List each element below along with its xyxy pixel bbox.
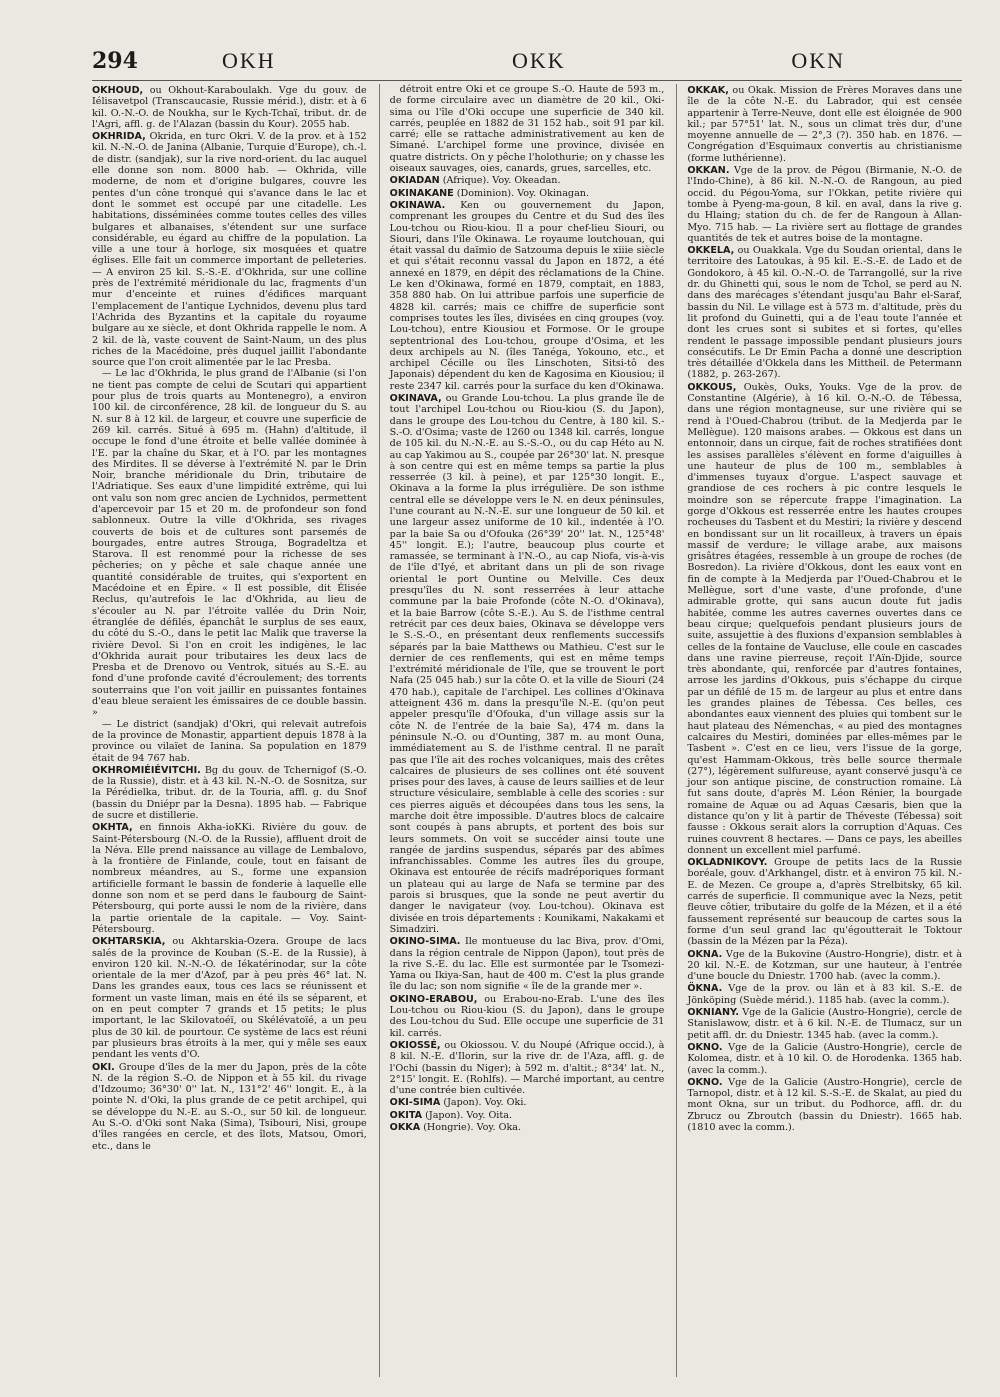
entry-text: Vge de la Galicie (Austro-Hongrie), cercle de Kolomea, distr. et à 10 kil. O. de Horodenka. 1365 hab. (avec la comm.). (687, 1041, 963, 1076)
entry-text: ou Ouakkala. Vge du Soudan oriental, dans le territoire des Latoukas, à 95 kil. E.-S.-E. de Lado et de Gondokoro, à 45 kil. O.-N.-O. de Tarrangollé, sur la rive dr. du Ghinetti qui, sous le nom de Tchol, se perd au N. dans des marécages s'étendant jusqu'au Bahr el-Saraf, bassin du Nil. Le village est à 573 m. d'altitude, près du lit profond du Guinetti, qui a de l'eau toute l'année et dont les crues sont si subites et si fortes, qu'elles rendent le passage impossible pendant plusieurs jours consécutifs. Le Dr Emin Pacha a donné une description très détaillée d'Okkela dans les Mittheil. de Petermann (1882, p. 263-267). (687, 245, 963, 381)
dictionary-entry (390, 175, 665, 186)
dictionary-entry (92, 368, 367, 718)
column-center (379, 84, 665, 1377)
dictionary-entry (92, 822, 367, 935)
entry-text: ou Erabou-no-Erab. L'une des îles Lou-tchou ou Riou-kiou (S. du Japon), dans le groupe des Lou-tchou du Sud. Elle occupe une superficie de 31 kil. carrés. (389, 993, 665, 1039)
dictionary-entry (687, 1042, 962, 1076)
dictionary-entry (390, 994, 665, 1039)
dictionary-entry (390, 188, 665, 199)
dictionary-entry (92, 765, 367, 821)
entry-headword: OKNIANY. (687, 1007, 739, 1019)
dictionary-entry (92, 85, 367, 130)
entry-headword: OKHTARSKIA, (92, 936, 166, 948)
entry-text: ou Akhtarskia-Ozera. Groupe de lacs salés de la province de Kouban (S.-E. de la Russie), à environ 120 kil. N.-N.-O. de Iékatérinodar, sur la côte orientale de la mer d'Azof, par à peu près 46° lat. N. Dans les grandes eaux, tous ces lacs se réunissent et forment un vaste liman, mais en été ils se séparent, et on en peut compter 7 grands et 15 petits; le plus important, le lac Skilovatoéï, ou Skélévatoïé, a un peu plus de 30 kil. de pourtour. Ce système de lacs est réuni par plusieurs bras étroits à la mer, qui y mêle ses eaux pendant les vents d'O. (92, 936, 367, 1061)
dictionary-entry (390, 200, 665, 392)
entry-text: Ken ou gouvernement du Japon, comprenant les groupes du Centre et du Sud des îles Lou-tchou ou Riou-kiou. Il a pour chef-lieu Siouri, ou Siouri, dans l'île Okinawa. Le royaume loutchouan, qui était vassal du daïmio de Satzouma depuis le xiiie siècle et qui s'était reconnu vassal du Japon en 1872, a été annexé en 1879, en dépit des réclamations de la Chine. Le ken d'Okinawa, formé en 1879, comptait, en 1883, 358 880 hab. On lui attribue parfois une superficie de 4828 kil. carrés; mais ce chiffre de superficie sont comprises toutes les îles, divisées en cinq groupes (voy. Lou-tchou), entre Kiousiou et Formose. Or le groupe septentrional des Lou-tchou, groupe d'Osima, et les deux archipels au N. (îles Tanéga, Yokouno, etc., et archipel Cécille ou îles Linschoten, Sitsi-tô des Japonais) dépendent du ken de Kagosima en Kiousiou; il reste 2347 kil. carrés pour la surface du ken d'Okinawa. (389, 199, 665, 392)
entry-text: Vge de la Galicie (Austro-Hongrie), cercle de Tarnopol, distr. et à 12 kil. S.-S.-E. de Skalat, au pied du mont Okna, sur un tribut. du Podhorce, affl. dr. du Zbrucz ou Zbroutch (bassin du Dniestr). 1665 hab. (1810 avec la comm.). (687, 1076, 963, 1134)
entry-text: Groupe d'îles de la mer du Japon, près de la côte N. de la région S.-O. de Nippon et à 55 kil. du rivage d'Idzoumo; 36°30' 0'' lat. N., 131°2' 46'' longit. E., à la pointe N. d'Oki, la plus grande de ce petit archipel, qui se développe du N.-E. au S.-O., sur 50 kil. de longueur. Au S.-O. d'Oki sont Naka (Sima), Tsibouri, Nisi, groupe d'îles rangées en cercle, et des îlots, Matsou, Omori, etc., dans le (92, 1061, 367, 1152)
entry-text: ou Okiossou. V. du Noupé (Afrique occid.), à 8 kil. N.-E. d'Ilorin, sur la rive dr. de l'Aza, affl. g. de l'Ochi (bassin du Niger); à 592 m. d'altit.; 8°34' lat. N., 2°15' longit. E. (Rohlfs). — Marché important, au centre d'une contrée bien cultivée. (389, 1039, 665, 1097)
entry-headword: OKINAWA. (389, 199, 446, 211)
entry-text: Vge de la Galicie (Austro-Hongrie), cercle de Stanislawow, distr. et à 6 kil. N.-E. de Tlumacz, sur un petit affl. dr. du Dniestr. 1345 hab. (avec la comm.). (687, 1007, 963, 1041)
entry-text: Groupe de petits lacs de la Russie boréale, gouv. d'Arkhangel, distr. et à environ 75 kil. N.-E. de Mezen. Ce groupe a, d'après Strelbitsky, 65 kil. carrés de superficie. Il communique avec la Nezs, petit fleuve côtier, tributaire du golfe de la Mézen, et il a été faussement représenté sur beaucoup de cartes sous la forme d'un seul grand lac qu'égoutterait le Toktour (bassin de la Mézen par la Péza). (687, 857, 963, 948)
entry-text: — Le lac d'Okhrida, le plus grand de l'Albanie (si l'on ne tient pas compte de celui de Scutari qui appartient pour plus de trois quarts au Montenegro), a environ 100 kil. de circonférence, 28 kil. de longueur du S. au N. sur 8 à 12 kil. de largeur, et couvre une superficie de 269 kil. carrés. Situé à 695 m. (Hahn) d'altitude, il occupe le fond d'une étroite et belle vallée dominée à l'E. par la chaîne du Skar, et à l'O. par les montagnes des Mirdites. Il se déverse à l'extrémité N. par le Drin Noir, branche méridionale du Drin, tributaire de l'Adriatique. Ses eaux d'une limpidité extrême, qui lui ont valu son nom grec ancien de Lychnidos, permettent d'apercevoir par 15 et 20 m. de profondeur son fond sablonneux. Outre la ville d'Okhrida, ses rivages couverts de bois et de cultures sont parsemés de bourgades, entre autres Strouga, Bogradeltza et Starova. Il est renommé pour la richesse de ses pêcheries; on y pêche et sale chaque année une quantité considérable de truites, qui s'exportent en Macédoine et en Épire. « Il est possible, dit Élisée Reclus, qu'autrefois le lac d'Okhrida, au lieu de s'écouler au N. par l'étroite vallée du Drin Noir, étranglée de défilés, épanchât le surplus de ses eaux, du côté du S.-O., dans le petit lac Malik que traverse la rivière Devol. Si l'on en croit les indigènes, le lac d'Okhrida aurait pour tributaires les deux lacs de Presba et de Drenovo ou Ventrok, situés au S.-E. au fond d'une profonde cavité d'écroulement; des torrents souterrains que l'on voit jaillir en puissantes fontaines d'eau bleue seraient les émissaires de ce double bassin. » (92, 368, 367, 719)
entry-text: Vge de la prov. de Pégou (Birmanie, N.-O. de l'Indo-Chine), à 86 kil. N.-N.-O. de Rangoun, au pied occid. du Pégou-Yoma, sur l'Okkan, petite rivière qui tombe à Pyeng-ma-goun, 8 kil. en aval, dans la rive g. du Hlaing; station du ch. de fer de Rangoun à Allan-Myo. 715 hab. — La rivière sert au flottage de grandes quantités de tek et autres boise de la montagne. (687, 165, 963, 244)
entry-headword: OKNA. (687, 948, 723, 960)
entry-headword: OKKAK, (687, 85, 729, 96)
entry-headword: OKINAKANE (389, 187, 454, 199)
dictionary-entry (687, 1007, 962, 1041)
running-headword-right: OKN (791, 48, 845, 73)
entry-headword: OKINO-SIMA. (389, 936, 461, 948)
entry-text: Oukès, Ouks, Youks. Vge de la prov. de Constantine (Algérie), à 16 kil. O.-N.-O. de Tébessa, dans une région montagneuse, sur une rivière qui se rend à l'Oued-Chabrou (tribut. de la Medjerda par le Mellègue). 120 maisons arabes. — Okkous est dans un entonnoir, dans un cirque, fait de roches stratifiées dont les assises parallèles s'élèvent en forme d'aiguilles à une hauteur de plus de 100 m., semblables à d'immenses tuyaux d'orgue. L'aspect sauvage et grandiose de ces rochers à pic contre lesquels le moindre son se répercute frappe l'imagination. La gorge d'Okkous est resserrée entre les hautes croupes rocheuses du Tasbent et du Mestiri; la rivière y descend en bondissant sur un lit rocailleux, à travers un épais massif de verdure; le village arabe, aux maisons grisâtres étagées, ressemble à un groupe de roches (de Bosredon). La rivière d'Okkous, dont les eaux vont en fin de compte à la Medjerda par l'Oued-Chabrou et le Mellègue, sort d'une vaste, d'une profonde, d'une admirable grotte, qui sans aucun doute fut jadis habitée, comme les autres cavernes ouvertes dans ce beau cirque; quelquefois pendant plusieurs jours de suite, assujettie à des fluxions d'expansion semblables à celles de la fontaine de Vaucluse, elle coule en cascades dans une ravine pierreuse, reçoit l'Aïn-Djide, source très abondante, qui, renforcée par d'autres fontaines, arrose les jardins d'Okkous, puis s'échappe du cirque par un défilé de 15 m. de largeur au plus et entre dans les grandes plaines de Tébessa. Ces belles, ces abondantes eaux viennent des pluies qui tombent sur le haut plateau des Némenchas, « au pied des montagnes calcaires du Mestiri, dominées par elles-mêmes par le Tasbent ». C'est en ce lieu, vers l'issue de la gorge, qu'est Hammam-Okkous, très belle source thermale (27°), légèrement sulfureuse, ayant conservé jusqu'à ce jour son antique piscine, de construction romaine. Là fut sans doute, d'après M. Léon Rénier, la bourgade romaine de Aquæ ou ad Aquas Cæsaris, bien que la distance qu'on y lit à partir de Théveste (Tébessa) soit fausse : Okkous serait alors la corruption d'Aquas. Ces ruines couvrent 8 hectares. — Dans ce pays, les abeilles donnent un excellent miel parfumé. (687, 381, 963, 856)
entry-headword: OKI. (92, 1061, 115, 1073)
entry-text: ou Okak. Mission de Frères Moraves dans une île de la côte N.-E. du Labrador, qui est censée appartenir à Terre-Neuve, dont elle est éloignée de 900 kil.; par 57°51' lat. N., sous un climat très dur, d'une moyenne annuelle de — 2°,3 (?). 350 hab. en 1876. — Congrégation d'Esquimaux convertis au christianisme (forme luthérienne). (687, 85, 963, 164)
entry-text: détroit entre Oki et ce groupe S.-O. Haute de 593 m., de forme circulaire avec un diamètre de 20 kil., Oki-sima ou l'île d'Oki occupe une superficie de 340 kil. carrés, peuplée en 1882 de 31 152 hab., soit 91 par kil. carré; elle se rattache administrativement au ken de Simané. L'archipel forme une province, divisée en quatre districts. On y pêche l'holothurie; on y chasse les oiseaux sauvages, oies, canards, grues, sarcelles, etc. (389, 84, 665, 175)
dictionary-entry (92, 131, 367, 368)
running-headword-center: OKK (512, 48, 566, 73)
dictionary-entry (390, 1110, 665, 1121)
dictionary-entry (687, 245, 962, 381)
header-rule (92, 80, 962, 81)
dictionary-entry (390, 393, 665, 935)
entry-text: (Afrique). Voy. Okeadan. (442, 175, 561, 187)
entry-headword: OKIOSSÉ, (389, 1039, 441, 1051)
entry-text: Okrida, en turc Okri. V. de la prov. et à 152 kil. N.-N.-O. de Janina (Albanie, Turquie d'Europe), ch.-l. de distr. (sandjak), sur la rive nord-orient. du lac auquel elle donne son nom. 8000 hab. — Okhrida, ville moderne, de nom et d'origine bulgares, couvre les pentes d'un cône tronqué qui s'avance dans le lac et dont le sommet est occupé par une citadelle. Les habitations, disséminées comme toutes celles des villes bulgares et albanaises, s'étendent sur une surface considérable, eu égard au chiffre de la population. La ville a une tour à horloge, six mosquées et quatre églises. Elle fait un commerce important de pelleteries. — A environ 25 kil. S.-S.-E. d'Okhrida, sur une colline près de l'extrémité méridionale du lac, fragments d'un mur d'enceinte et ruines d'édifices marquant l'emplacement de l'antique Lychnidos, devenu plus tard l'Achrida des Byzantins et la capitale du royaume bulgare au xe siècle, et dont Okhrida rappelle le nom. A 2 kil. de là, vaste couvent de Saint-Naum, un des plus riches de la Macédoine, près duquel jaillit l'abondante source que l'on croit alimentée par le lac Presba. (92, 131, 367, 369)
entry-headword: OKKELA, (687, 245, 735, 257)
entry-headword: OKITA (389, 1109, 423, 1121)
entry-headword: OKNO. (687, 1076, 723, 1088)
entry-text: en finnois Akha-ioKKi. Rivière du gouv. de Saint-Pétersbourg (N.-O. de la Russie), affluent droit de la Néva. Elle prend naissance au village de Lembalovo, à la frontière de Finlande, coule, tout en faisant de nombreux méandres, au S., forme une expansion artificielle formant le bassin de fonderie à laquelle elle donne son nom et se perd dans le faubourg de Saint-Pétersbourg, qui porte aussi le nom de la rivière, dans la partie orientale de la capitale. — Voy. Saint-Pétersbourg. (92, 822, 367, 935)
entry-headword: OKIADAN (389, 175, 440, 187)
entry-text: Vge de la prov. ou län et à 83 kil. S.-E. de Jönköping (Suède mérid.). 1185 hab. (avec la comm.). (687, 983, 963, 1006)
entry-text: Vge de la Bukovine (Austro-Hongrie), distr. et à 20 kil. N.-E. de Kotzman, sur une hauteur, à l'entrée d'une boucle du Dniestr. 1700 hab. (avec la comm.). (687, 948, 963, 983)
dictionary-entry (687, 165, 962, 244)
dictionary-entry (390, 84, 665, 174)
entry-headword: OKINAVA, (389, 393, 442, 405)
dictionary-entry (92, 719, 367, 764)
entry-headword: OKKOUS, (687, 381, 737, 393)
running-headword-left: OKH (222, 48, 276, 73)
column-right (676, 84, 962, 1377)
entry-headword: OKHOUD, (92, 85, 144, 96)
entry-text: ou Okhout-Karaboulakh. Vge du gouv. de Iélisavetpol (Transcaucasie, Russie mérid.), distr. et à 6 kil. O.-N.-O. de Noukha, sur le Kych-Tchaï, tribut. dr. de l'Agri, affl. g. de l'Alazan (bassin du Kour). 2055 hab. (92, 85, 367, 130)
entry-headword: OKNO. (687, 1041, 723, 1053)
dictionary-entry (687, 949, 962, 983)
dictionary-entry (687, 857, 962, 947)
entry-text: (Japon). Voy. Oki. (443, 1097, 527, 1109)
dictionary-entry (687, 382, 962, 856)
entry-text: (Japon). Voy. Oita. (425, 1109, 512, 1121)
entry-headword: OKLADNIKOVY. (687, 857, 768, 869)
dictionary-entry (390, 1097, 665, 1108)
dictionary-entry (390, 1040, 665, 1096)
entry-headword: OKINO-ERABOU, (389, 993, 478, 1005)
page-number: 294 (92, 48, 138, 74)
entry-text: — Le district (sandjak) d'Okri, qui relevait autrefois de la province de Monastir, appartient depuis 1878 à la province ou vilaïet de Ianina. Sa population en 1879 était de 94 767 hab. (92, 718, 367, 764)
text-columns (92, 84, 962, 1377)
dictionary-entry (687, 983, 962, 1006)
entry-headword: OKKA (389, 1122, 421, 1134)
entry-text: (Hongrie). Voy. Oka. (423, 1122, 522, 1134)
page-header (92, 44, 960, 78)
dictionary-entry (687, 1077, 962, 1133)
entry-text: (Dominion). Voy. Okinagan. (456, 187, 590, 199)
entry-headword: OKKAN. (687, 165, 730, 177)
entry-headword: OKHROMIÉIÉVITCHI. (92, 764, 201, 776)
entry-text: Ile montueuse du lac Biva, prov. d'Omi, dans la région centrale de Nippon (Japon), tout près de la rive S.-E. du lac. Elle est surmontée par le Tsomezi-Yama ou Ikiya-San, haut de 400 m. C'est la plus grande île du lac; son nom signifie « île de la grande mer ». (389, 936, 665, 993)
dictionary-entry (390, 936, 665, 992)
entry-text: ou Grande Lou-tchou. La plus grande île de tout l'archipel Lou-tchou ou Riou-kiou (S. du Japon), dans le groupe des Lou-tchou du Centre, à 180 kil. S.-S.-O. d'Osima; vaste de 1260 ou 1348 kil. carrés, longue de 105 kil. du N.-N.-E. au S.-S.-O., ou du cap Héto au N. au cap Yakimou au S., coupée par 26°30' lat. N. presque à son centre qui est en même temps sa partie la plus resserrée (3 kil. à peine), et par 125°30 longit. E., Okinava a la forme la plus irrégulière. De son isthme central elle se développe vers le N. en deux péninsules, l'une courant au N.-N.-E. sur une longueur de 50 kil. et une largeur assez uniforme de 10 kil., indentée à l'O. par la baie Sa ou d'Ofouka (26°39' 20'' lat. N., 125°48' 45'' longit. E.); l'autre, beaucoup plus courte et ramassée, se terminant à l'N.-O., au cap Niofa, vis-à-vis de l'île d'Iyé, et abritant dans un pli de son rivage oriental le port Ountine ou Melville. Ces deux presqu'îles du N. sont resserrées à leur attache commune par la baie Profonde (côte N.-O. d'Okinava), et la baie Barrow (côte S.-E.). Au S. de l'isthme central retrécit par ces deux baies, Okinava se développe vers le S.-S.-O., en présentant deux renflements successifs séparés par la baie Matthews ou Mathieu. C'est sur le dernier de ces renflements, qui est en même temps l'extrémité méridionale de l'île, que se trouvent le port Nafa (25 045 hab.) sur la côte O. et la ville de Siouri (24 470 hab.), capitale de l'archipel. Les collines d'Okinava atteignent 436 m. dans la presqu'île N.-E. (qu'on peut appeler presqu'île d'Ofouka, d'un village assis sur la côte N. de l'entrée de la baie Sa), 474 m. dans la péninsule N.-O. ou d'Ounting, 387 m. au mont Ouna, immédiatement au S. de l'isthme central. Il ne paraît pas que l'île ait des roches volcaniques, mais des crêtes calcaires de plusieurs de ses collines ont été souvent prises pour des laves, à cause de leurs saillies et de leur structure vésiculaire, semblable à celle des scories : sur ces pierres aiguës et découpées dans tous les sens, la marche doit être impossible. D'autres blocs de calcaire sont coupés à pans abrupts, et portent des bois sur leurs sommets. On voit se succéder ainsi toute une rangée de jardins suspendus, séparés par des abîmes infranchissables. Comme les autres îles du groupe, Okinava est entourée de récifs madréporiques formant un plateau qui au large de Nafa se termine par des parois si brusques, que la sonde ne peut avertir du danger le navigateur (voy. Lou-tchou). Okinava est divisée en trois départements : Kounikami, Nakakami et Simadziri. (389, 393, 665, 935)
dictionary-entry (390, 1122, 665, 1133)
column-left (92, 84, 367, 1377)
entry-headword: ÖKNA. (687, 983, 723, 995)
entry-headword: OKHTA, (92, 822, 133, 834)
dictionary-entry (92, 936, 367, 1060)
entry-text: Bg du gouv. de Tchernigof (S.-O. de la Russie), distr. et à 43 kil. N.-N.-O. de Sosnitza, sur la Pérédielka, tribut. dr. de la Touria, affl. g. du Snof (bassin du Dniépr par la Desna). 1895 hab. — Fabrique de sucre et distillerie. (92, 764, 367, 821)
dictionary-entry (92, 1062, 367, 1152)
entry-headword: OKHRIDA, (92, 131, 146, 143)
entry-headword: OKI-SIMA (389, 1097, 441, 1109)
dictionary-entry (687, 85, 962, 164)
